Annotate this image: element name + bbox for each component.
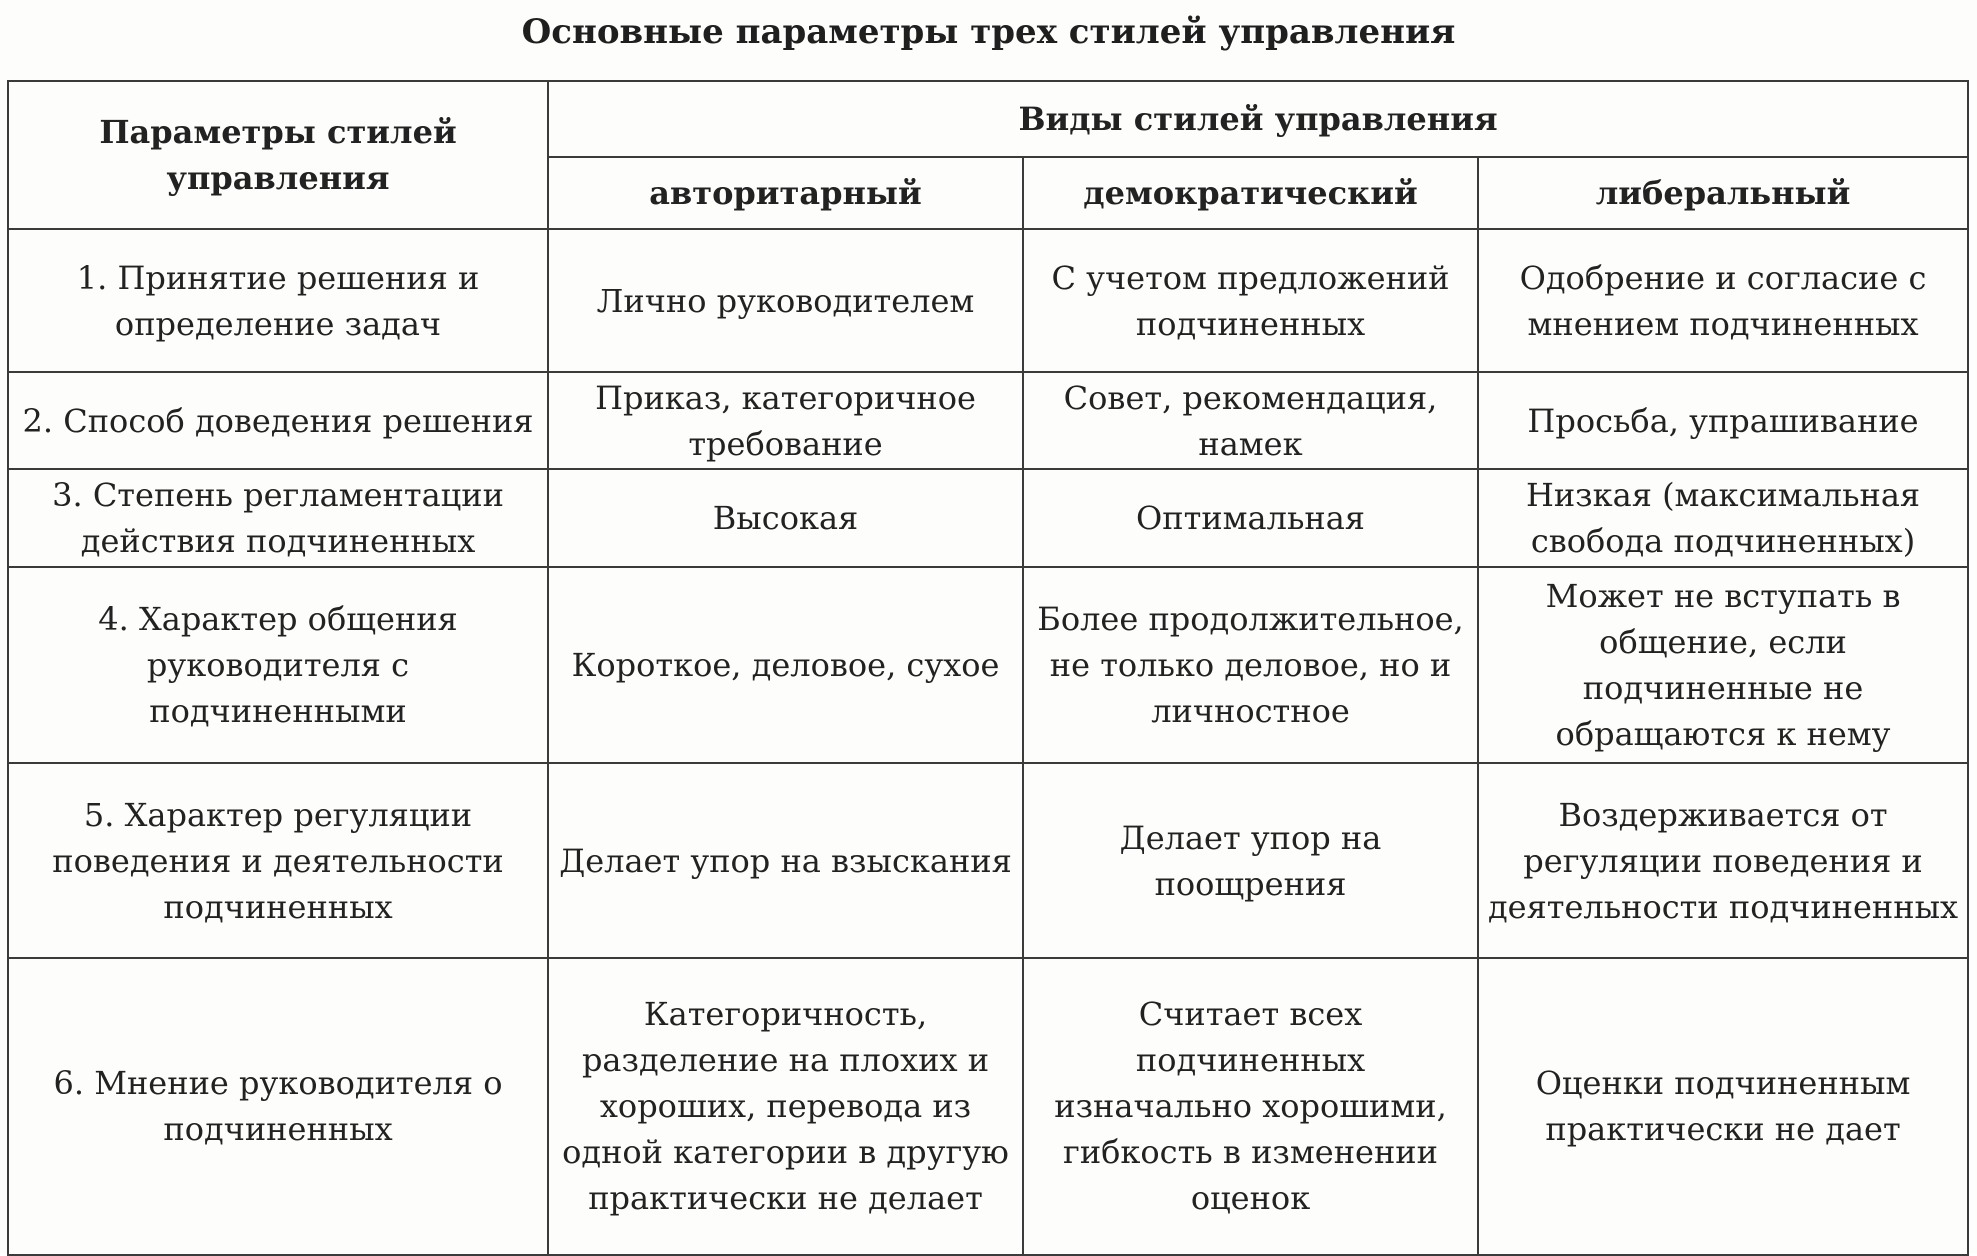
liberal-cell: Просьба, упрашивание [1478,372,1968,469]
authoritarian-cell: Приказ, категоричное требование [548,372,1023,469]
param-cell: 5. Характер регуляции поведения и деятельности подчиненных [8,763,548,958]
table-row [8,763,1968,958]
table-row [8,229,1968,371]
authoritarian-cell: Делает упор на взыскания [548,763,1023,958]
democratic-cell: Делает упор на поощрения [1023,763,1478,958]
democratic-cell: Совет, рекомендация, намек [1023,372,1478,469]
page-title: Основные параметры трех стилей управления [521,12,1456,52]
param-header-cell: Параметры стилей управления [8,81,548,229]
style-header-liberal: либеральный [1478,157,1968,229]
liberal-cell: Оценки подчиненным практически не дает [1478,958,1968,1255]
table-row [8,567,1968,764]
param-cell: 1. Принятие решения и определение задач [8,229,548,371]
authoritarian-cell: Лично руководителем [548,229,1023,371]
param-cell: 3. Степень регламентации действия подчиненных [8,469,548,566]
param-cell: 6. Мнение руководителя о подчиненных [8,958,548,1255]
democratic-cell: Оптимальная [1023,469,1478,566]
liberal-cell: Низкая (максимальная свобода подчиненных) [1478,469,1968,566]
kinds-header-cell: Виды стилей управления [548,81,1968,157]
democratic-cell: С учетом предложений подчиненных [1023,229,1478,371]
management-styles-table [7,80,1969,1256]
table-row [8,958,1968,1255]
democratic-cell: Считает всех подчиненных изначально хорошими, гибкость в изменении оценок [1023,958,1478,1255]
authoritarian-cell: Категоричность, разделение на плохих и хороших, перевода из одной категории в другую практически не делает [548,958,1023,1255]
democratic-cell: Более продолжительное, не только деловое, но и личностное [1023,567,1478,764]
liberal-cell: Воздерживается от регуляции поведения и деятельности подчиненных [1478,763,1968,958]
authoritarian-cell: Высокая [548,469,1023,566]
param-cell: 2. Способ доведения решения [8,372,548,469]
liberal-cell: Может не вступать в общение, если подчиненные не обращаются к нему [1478,567,1968,764]
table-header-row [8,81,1968,157]
table-row [8,469,1968,566]
param-cell: 4. Характер общения руководителя с подчиненными [8,567,548,764]
table-row [8,372,1968,469]
liberal-cell: Одобрение и согласие с мнением подчиненных [1478,229,1968,371]
style-header-democratic: демократический [1023,157,1478,229]
authoritarian-cell: Короткое, деловое, сухое [548,567,1023,764]
style-header-authoritarian: авторитарный [548,157,1023,229]
